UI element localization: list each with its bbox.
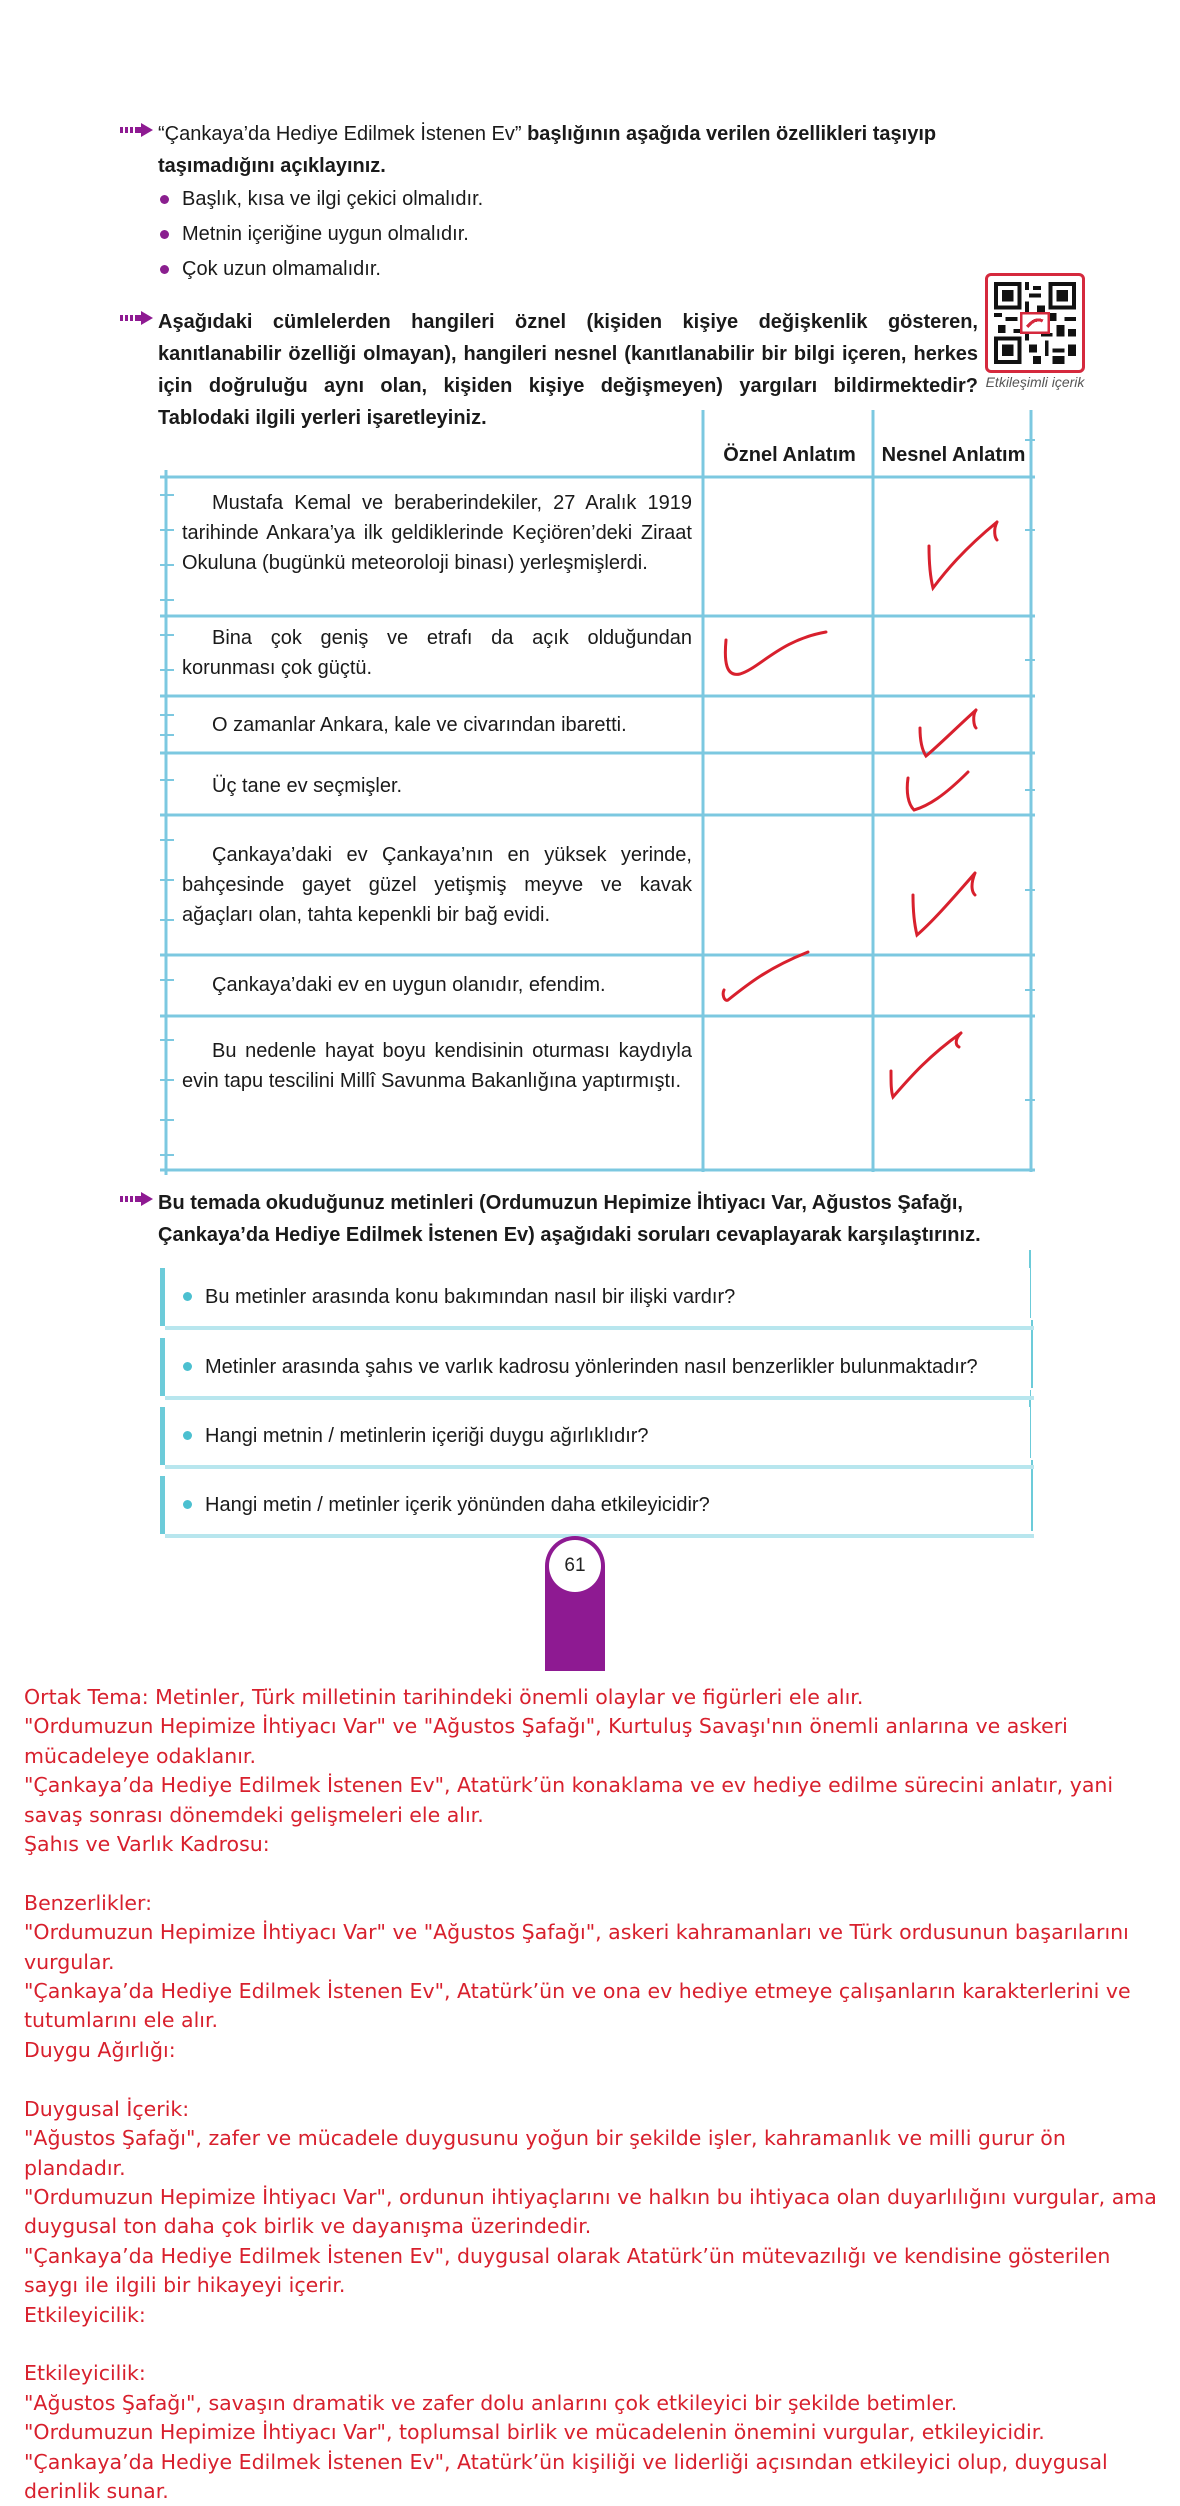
question-box-4 (160, 1476, 1030, 1534)
checkmark-icon[interactable] (902, 762, 982, 820)
question-text: Metinler arasında şahıs ve varlık kadrosu yönlerinden nasıl benzerlikler bulunmaktadır? (205, 1356, 978, 1378)
checkmark-icon[interactable] (905, 865, 985, 945)
answer-line: Duygu Ağırlığı: (24, 2037, 176, 2062)
page-number: 61 (549, 1540, 601, 1592)
question-bullet-icon (183, 1292, 192, 1301)
table-row-3 (182, 710, 692, 740)
question-bullet-icon (183, 1500, 192, 1509)
qr-code-icon (994, 282, 1076, 364)
answer-line: "Ordumuzun Hepimize İhtiyacı Var" ve "Ağustos Şafağı", askeri kahramanları ve Türk ordusunun başarılarını vurgular. (24, 1920, 1129, 1974)
arrow-bullet-icon (120, 1191, 154, 1207)
question-box-3 (160, 1407, 1030, 1465)
answer-line: Etkileyicilik: (24, 2302, 146, 2327)
task-1-quote-title: “Çankaya’da Hediye Edilmek İstenen Ev” (158, 123, 522, 145)
classification-table (160, 410, 1035, 1180)
qr-label: Etkileşimli içerik (985, 374, 1085, 390)
table-row-5 (182, 840, 692, 930)
answer-line: "Ordumuzun Hepimize İhtiyacı Var" ve "Ağustos Şafağı", Kurtuluş Savaşı'nın önemli anlarına ve askeri mücadeleye odaklanır. (24, 1714, 1068, 1768)
answer-line: "Çankaya’da Hediye Edilmek İstenen Ev", Atatürk’ün ve ona ev hediye etmeye çalışanların karakterlerini ve tutumlarını ele alır. (24, 1979, 1131, 2033)
question-bullet-icon (183, 1431, 192, 1440)
answer-line: Duygusal İçerik: (24, 2096, 190, 2121)
checkmark-icon[interactable] (883, 1025, 973, 1105)
answer-line: "Ağustos Şafağı", savaşın dramatik ve zafer dolu anlarını çok etkileyici bir şekilde betimler. (24, 2390, 958, 2415)
task-3-instruction: Bu temada okuduğunuz metinleri (Ordumuzun Hepimize İhtiyacı Var, Ağustos Şafağı, Çankaya’da Hediye Edilmek İstenen Ev) aşağıdaki soruları cevaplayarak karşılaştırınız. (158, 1192, 981, 1246)
row-1-sentence: Mustafa Kemal ve beraberindekiler, 27 Aralık 1919 tarihinde Ankara’ya ilk geldiklerinde Keçiören’deki Ziraat Okuluna (bugünkü meteoroloji binası) yerleşmişlerdi. (182, 492, 692, 574)
task-1-criteria-list (158, 182, 1040, 287)
answer-line (24, 2065, 1159, 2094)
answer-line: "Çankaya’da Hediye Edilmek İstenen Ev", duygusal olarak Atatürk’ün mütevazılığı ve kendisine gösterilen saygı ile ilgili bir hikayeyi içerir. (24, 2243, 1111, 2298)
question-box-2 (160, 1338, 1030, 1396)
row-6-sentence: Çankaya’daki ev en uygun olanıdır, efendim. (212, 974, 606, 996)
question-box-1 (160, 1268, 1030, 1326)
answer-line (24, 1859, 1159, 1888)
table-row-4 (182, 771, 692, 801)
column-header-nesnel: Nesnel Anlatım (881, 444, 1026, 466)
question-bullet-icon (183, 1362, 192, 1371)
table-row-6 (182, 970, 692, 1000)
qr-code[interactable] (985, 273, 1085, 373)
answer-line (24, 2330, 1159, 2359)
checkmark-icon[interactable] (910, 706, 985, 766)
list-item: Metnin içeriğine uygun olmalıdır. (158, 217, 1040, 252)
answer-line: "Çankaya’da Hediye Edilmek İstenen Ev", Atatürk’ün konaklama ve ev hediye edilme sürecini anlatır, yani savaş sonrası dönemdeki gelişmeleri ele alır. (24, 1773, 1114, 1827)
column-header-oznel: Öznel Anlatım (723, 444, 856, 466)
arrow-bullet-icon (120, 122, 154, 138)
question-text: Hangi metnin / metinlerin içeriği duygu ağırlıklıdır? (205, 1425, 649, 1447)
checkmark-icon[interactable] (923, 510, 1003, 600)
answer-line: "Çankaya’da Hediye Edilmek İstenen Ev", Atatürk’ün kişiliği ve liderliği açısından etkileyici olup, duygusal derinlik sunar. (24, 2449, 1108, 2503)
question-text: Bu metinler arasında konu bakımından nasıl bir ilişki vardır? (205, 1286, 736, 1308)
checkmark-icon[interactable] (718, 942, 818, 1012)
task-2-instruction: Aşağıdaki cümlelerden hangileri öznel (kişiden kişiye değişkenlik gösteren, kanıtlanabilir özelliği olmayan), hangileri nesnel (kanıtlanabilir bir bilgi içeren, herkes için doğruluğu aynı olan, kişiden kişiye değişmeyen) yargıları bildirmektedir? Tablodaki ilgili yerleri işaretleyiniz. (158, 311, 978, 429)
row-2-sentence: Bina çok geniş ve etrafı da açık olduğundan korunması çok güçtü. (182, 627, 692, 679)
table-row-7 (182, 1036, 692, 1096)
row-7-sentence: Bu nedenle hayat boyu kendisinin oturması kaydıyla evin tapu tescilini Millî Savunma Bakanlığına yaptırmıştı. (182, 1040, 692, 1092)
answer-line: "Ordumuzun Hepimize İhtiyacı Var", ordunun ihtiyaçlarını ve halkın bu ihtiyaca olan duyarlılığını vurgular, ama duygusal ton daha çok birlik ve dayanışma üzerindedir. (24, 2184, 1157, 2239)
answer-line: Ortak Tema: Metinler, Türk milletinin tarihindeki önemli olaylar ve figürleri ele alır. (24, 1685, 864, 1709)
list-item: Çok uzun olmamalıdır. (158, 252, 1040, 287)
table-row-2 (182, 623, 692, 683)
list-item: Başlık, kısa ve ilgi çekici olmalıdır. (158, 182, 1040, 217)
table-row-1 (182, 488, 692, 578)
task-1-instruction (158, 118, 1040, 182)
row-3-sentence: O zamanlar Ankara, kale ve civarından ibaretti. (212, 714, 627, 736)
answer-text (24, 1683, 1159, 2506)
row-4-sentence: Üç tane ev seçmişler. (212, 775, 403, 797)
answer-line: Etkileyicilik: (24, 2361, 146, 2386)
answer-line: "Ordumuzun Hepimize İhtiyacı Var", toplumsal birlik ve mücadelenin önemini vurgular, etkileyicidir. (24, 2420, 1045, 2445)
task-1-text: başlığının aşağıda verilen özellikleri taşıyıp taşımadığını açıklayınız. (158, 123, 937, 177)
question-text: Hangi metin / metinler içerik yönünden daha etkileyicidir? (205, 1494, 710, 1516)
answer-line: Benzerlikler: (24, 1890, 153, 1915)
row-5-sentence: Çankaya’daki ev Çankaya’nın en yüksek yerinde, bahçesinde gayet güzel yetişmiş meyve ve kavak ağaçları olan, tahta kepenkli bir bağ evidi. (182, 844, 692, 926)
task-3 (120, 1187, 1035, 1251)
answer-line: "Ağustos Şafağı", zafer ve mücadele duygusunu yoğun bir şekilde işler, kahramanlık ve milli gurur ön plandadır. (24, 2126, 1066, 2180)
checkmark-icon[interactable] (720, 622, 835, 692)
answer-line: Şahıs ve Varlık Kadrosu: (24, 1832, 270, 1857)
arrow-bullet-icon (120, 310, 154, 326)
task-1 (120, 118, 1040, 287)
